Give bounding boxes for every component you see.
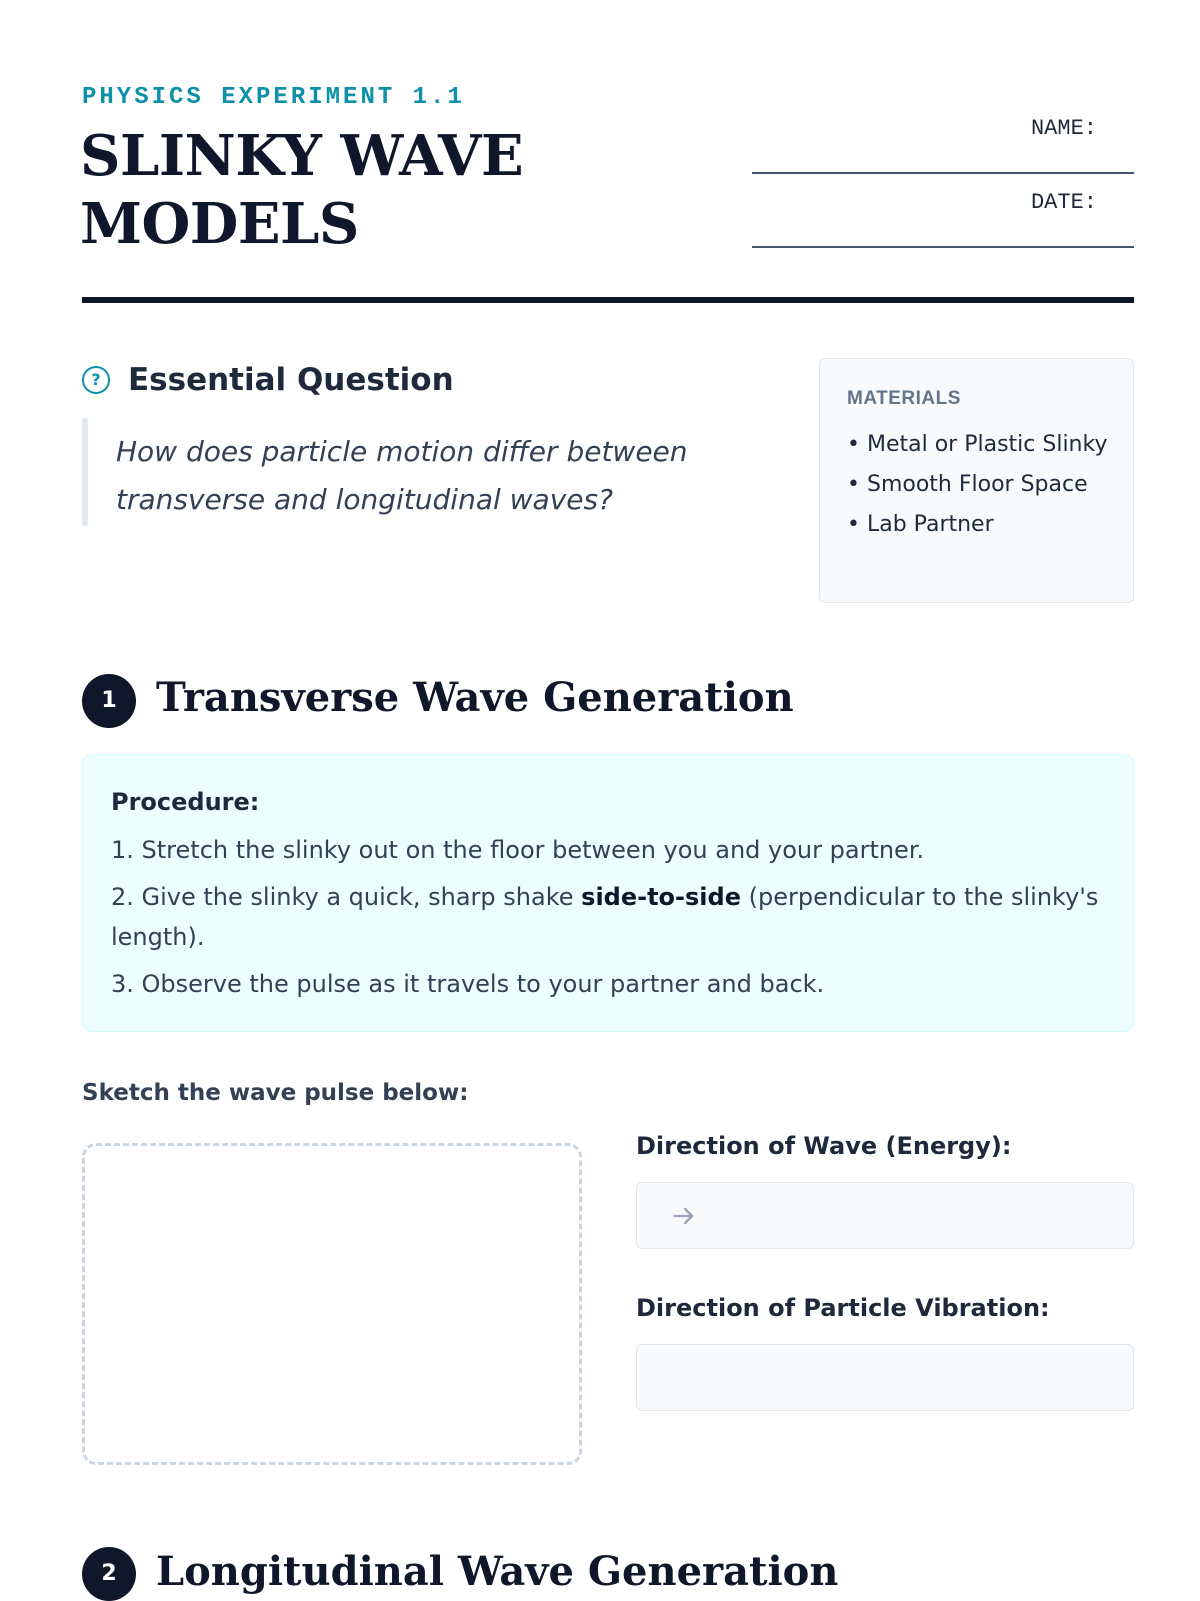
sketch-label: Sketch the wave pulse below: <box>82 1080 469 1106</box>
procedure-step: 3. Observe the pulse as it travels to your partner and back. <box>111 970 825 998</box>
quote-bar <box>82 418 88 526</box>
wave-direction-field[interactable] <box>636 1182 1134 1249</box>
emphasis-text: side-to-side <box>581 883 741 911</box>
wave-direction-label: Direction of Wave (Energy): <box>636 1132 1012 1160</box>
materials-item: • Smooth Floor Space <box>847 468 1117 502</box>
particle-vibration-field[interactable] <box>636 1344 1134 1411</box>
procedure-steps <box>111 830 1111 1011</box>
procedure-step: 1. Stretch the slinky out on the floor between you and your partner. <box>111 836 925 864</box>
particle-vibration-label: Direction of Particle Vibration: <box>636 1294 1050 1322</box>
materials-item: • Lab Partner <box>847 508 1117 542</box>
date-field-line[interactable] <box>752 246 1134 248</box>
section-title: Longitudinal Wave Generation <box>156 1548 839 1595</box>
header-divider <box>82 297 1134 303</box>
section-number-badge: 2 <box>82 1547 136 1601</box>
materials-list <box>847 428 1117 548</box>
experiment-kicker: PHYSICS EXPERIMENT 1.1 <box>82 84 465 111</box>
procedure-step: 2. Give the slinky a quick, sharp shake side-to-side (perpendicular to the slinky's length). <box>111 883 1099 951</box>
arrow-right-icon <box>670 1202 698 1230</box>
date-label: DATE: <box>1030 190 1097 215</box>
materials-title: MATERIALS <box>847 388 961 409</box>
section-number-badge: 1 <box>82 674 136 728</box>
name-field-line[interactable] <box>752 172 1134 174</box>
sketch-area[interactable] <box>82 1143 582 1465</box>
materials-item: • Metal or Plastic Slinky <box>847 428 1117 462</box>
page-title: SLINKY WAVE MODELS <box>80 123 524 257</box>
section-title: Transverse Wave Generation <box>156 674 794 721</box>
essential-question-heading: Essential Question <box>128 362 454 398</box>
procedure-title: Procedure: <box>111 788 260 816</box>
name-label: NAME: <box>1030 116 1097 141</box>
question-circle-icon: ? <box>82 366 110 394</box>
essential-question-text: How does particle motion differ between transverse and longitudinal waves? <box>116 435 688 516</box>
